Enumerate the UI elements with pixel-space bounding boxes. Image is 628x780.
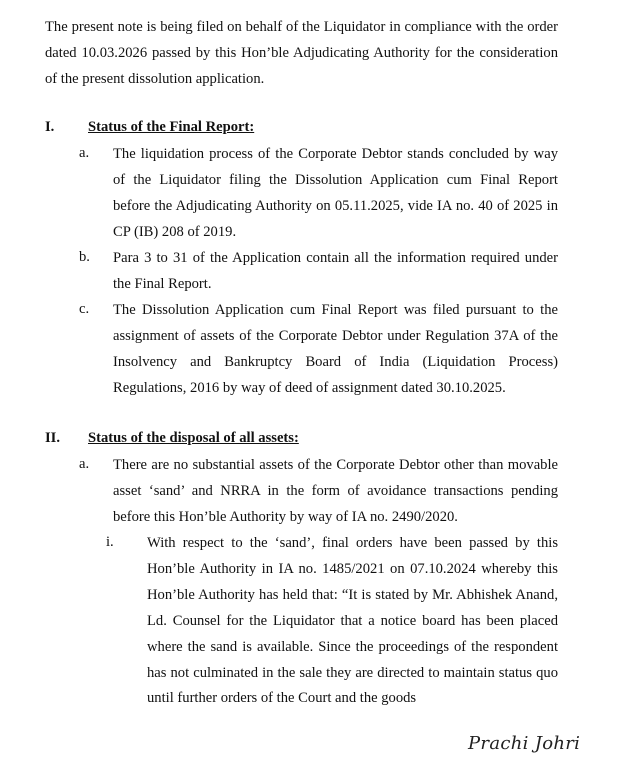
section-2-title: Status of the disposal of all assets: [88, 430, 299, 446]
section-1-item-a-text: The liquidation process of the Corporate Debtor stands concluded by way of the Liquidator filing the Dissolution Application cum Final Report before the Adjudicating Authority on 05.11.2025, vide IA no. 40 of 2025 in CP (IB) 208 of 2019. [113, 146, 558, 240]
intro-paragraph: The present note is being filed on behalf of the Liquidator in compliance with the order dated 10.03.2026 passed by this Hon’ble Adjudicating Authority for the consideration of the present dissolution application. [45, 19, 558, 87]
signature: Prachi Johri [468, 733, 581, 754]
section-2-item-a-sub-i-number: i. [106, 534, 114, 550]
section-1-item-c-text: The Dissolution Application cum Final Report was filed pursuant to the assignment of assets of the Corporate Debtor under Regulation 37A of the Insolvency and Bankruptcy Board of India (Liquidation Process) Regulations, 2016 by way of deed of assignment dated 30.10.2025. [113, 302, 558, 396]
section-1-item-b-text: Para 3 to 31 of the Application contain all the information required under the Final Report. [113, 250, 558, 292]
section-1-item-a-letter: a. [79, 145, 90, 161]
section-2-item-a-letter: a. [79, 456, 90, 472]
section-2-item-a-text: There are no substantial assets of the Corporate Debtor other than movable asset ‘sand’ and NRRA in the form of avoidance transactions pending before this Hon’ble Authority by way of IA no. 2490/2020. [113, 457, 558, 525]
section-1-item-c-letter: c. [79, 301, 90, 317]
section-1-title: Status of the Final Report: [88, 119, 255, 135]
section-1-item-b-letter: b. [79, 249, 90, 265]
section-2-item-a-sub-i-text: With respect to the ‘sand’, final orders have been passed by this Hon’ble Authority in IA no. 1485/2021 on 07.10.2024 whereby this Hon’ble Authority has held that: “It is stated by Mr. Abhishek Anand, Ld. Counsel for the Liquidator that a notice board has been placed where the sand is available. Since the proceedings of the respondent has not culminated in the sale they are directed to maintain status quo until further orders of the Court and the goods [147, 535, 558, 707]
section-1-number: I. [45, 119, 55, 135]
section-2-number: II. [45, 430, 61, 446]
